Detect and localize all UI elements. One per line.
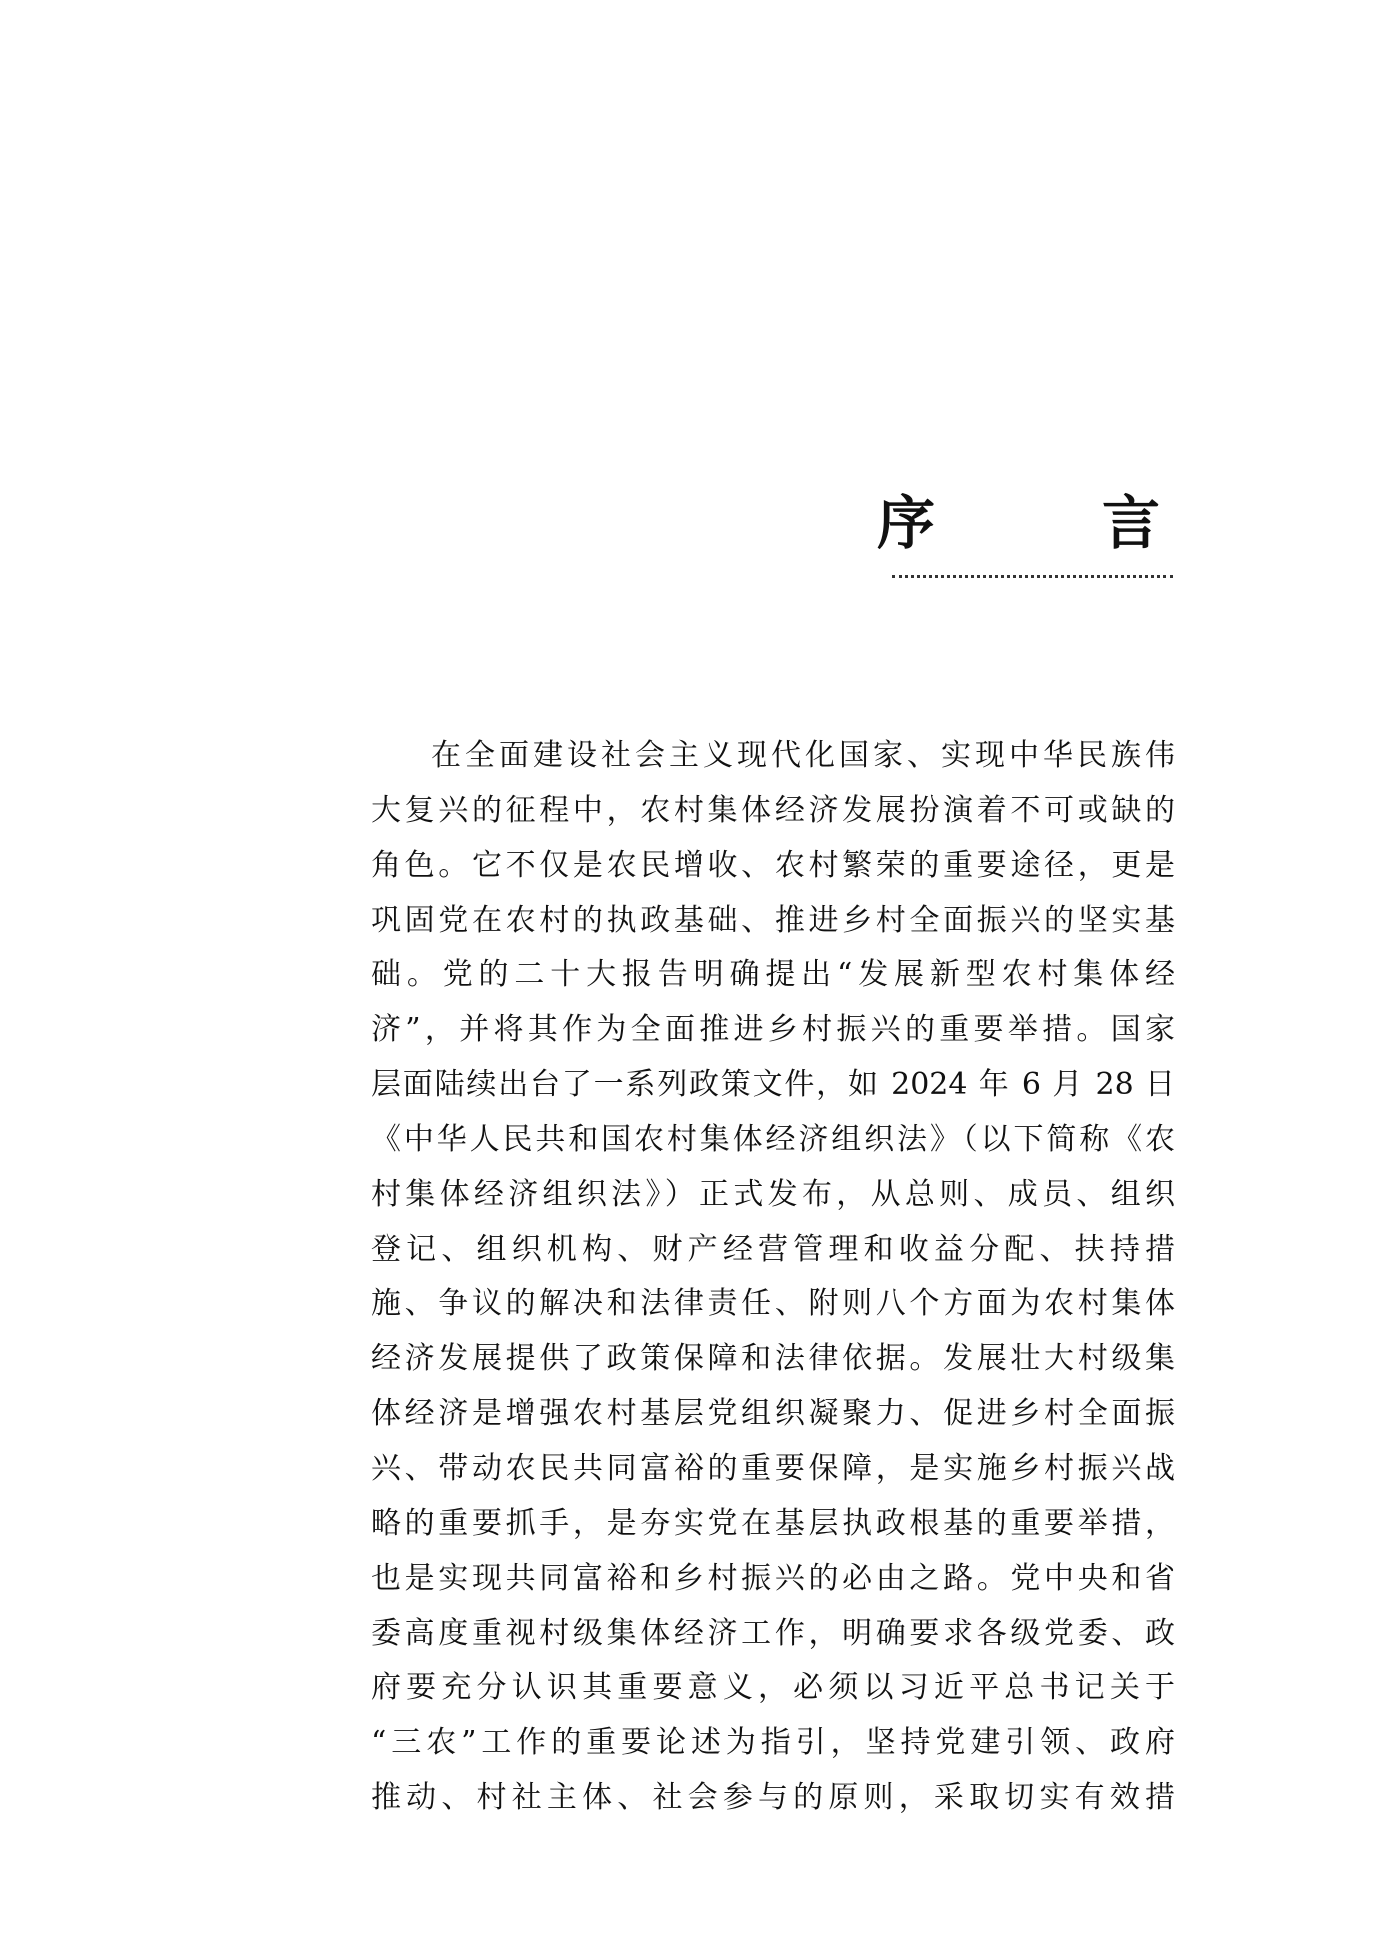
- heading-dotted-rule: [892, 575, 1173, 578]
- body-line: 委高度重视村级集体经济工作，明确要求各级党委、政: [371, 1615, 1175, 1651]
- body-line: 层面陆续出台了一系列政策文件，如 2024 年 6 月 28 日: [371, 1067, 1175, 1103]
- body-line: 础。党的二十大报告明确提出“发展新型农村集体经: [371, 957, 1175, 993]
- body-line: 推动、村社主体、社会参与的原则，采取切实有效措: [371, 1780, 1175, 1816]
- body-line: 登记、组织机构、财产经营管理和收益分配、扶持措: [371, 1231, 1175, 1267]
- heading-char-xu: 序: [877, 489, 936, 557]
- body-line: 兴、带动农民共同富裕的重要保障，是实施乡村振兴战: [371, 1450, 1175, 1486]
- body-line: 巩固党在农村的执政基础、推进乡村全面振兴的坚实基: [371, 902, 1175, 938]
- body-line: “三农”工作的重要论述为指引，坚持党建引领、政府: [371, 1725, 1175, 1761]
- body-line: 略的重要抓手，是夯实党在基层执政根基的重要举措，: [371, 1505, 1175, 1541]
- body-line: 大复兴的征程中，农村集体经济发展扮演着不可或缺的: [371, 792, 1175, 828]
- preface-heading: [877, 488, 1160, 558]
- body-line: 济”，并将其作为全面推进乡村振兴的重要举措。国家: [371, 1012, 1175, 1048]
- body-line: 府要充分认识其重要意义，必须以习近平总书记关于: [371, 1670, 1175, 1706]
- body-line: 经济发展提供了政策保障和法律依据。发展壮大村级集: [371, 1341, 1175, 1377]
- body-line: 村集体经济组织法》）正式发布，从总则、成员、组织: [371, 1176, 1175, 1212]
- body-line: 也是实现共同富裕和乡村振兴的必由之路。党中央和省: [371, 1560, 1175, 1596]
- body-line: 角色。它不仅是农民增收、农村繁荣的重要途径，更是: [371, 847, 1175, 883]
- body-line: 在全面建设社会主义现代化国家、实现中华民族伟: [431, 738, 1175, 773]
- heading-char-yan: 言: [1101, 489, 1160, 557]
- body-line: 体经济是增强农村基层党组织凝聚力、促进乡村全面振: [371, 1396, 1175, 1432]
- body-line: 施、争议的解决和法律责任、附则八个方面为农村集体: [371, 1286, 1175, 1322]
- preface-body: [371, 729, 1175, 1826]
- body-line: 《中华人民共和国农村集体经济组织法》（以下简称《农: [371, 1121, 1175, 1157]
